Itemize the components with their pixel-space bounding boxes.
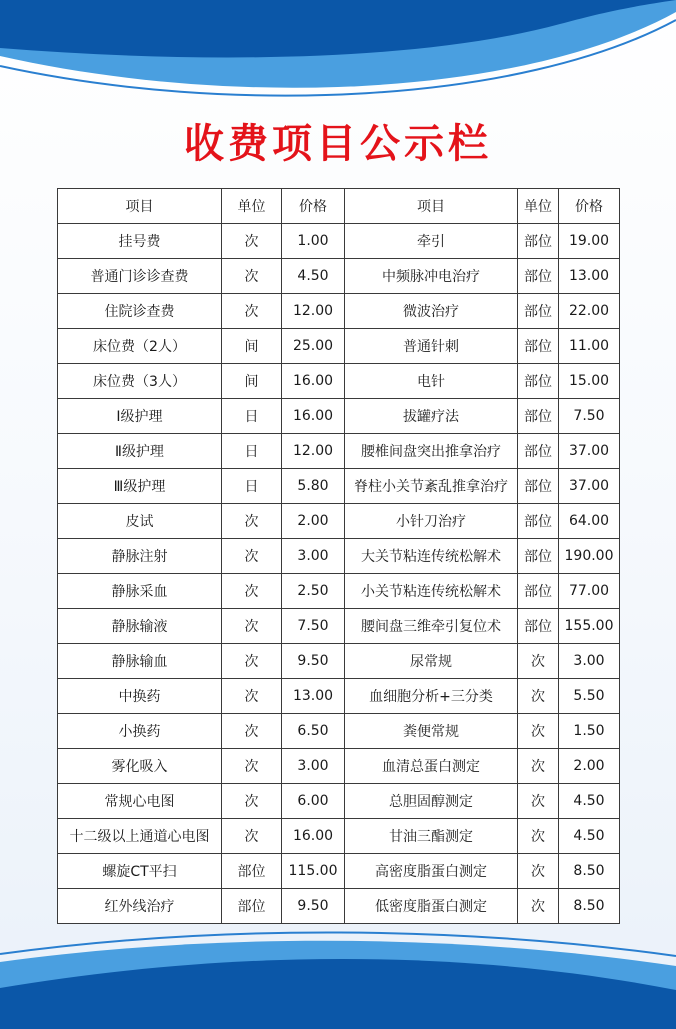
cell-unit: 次 xyxy=(518,854,559,889)
cell-price: 5.50 xyxy=(559,679,620,714)
cell-unit: 日 xyxy=(222,469,282,504)
cell-item: 普通针刺 xyxy=(345,329,518,364)
cell-price: 8.50 xyxy=(559,889,620,924)
cell-item: 床位费（2人） xyxy=(58,329,222,364)
cell-unit: 次 xyxy=(518,679,559,714)
cell-unit: 次 xyxy=(222,504,282,539)
cell-item: 血细胞分析+三分类 xyxy=(345,679,518,714)
cell-unit: 部位 xyxy=(518,434,559,469)
cell-price: 11.00 xyxy=(559,329,620,364)
page-title: 收费项目公示栏 xyxy=(184,121,492,167)
cell-item: 普通门诊诊查费 xyxy=(58,259,222,294)
table-row xyxy=(58,854,620,889)
cell-price: 7.50 xyxy=(559,399,620,434)
cell-unit: 次 xyxy=(222,259,282,294)
cell-price: 25.00 xyxy=(282,329,345,364)
cell-item: 腰椎间盘突出推拿治疗 xyxy=(345,434,518,469)
cell-price: 2.00 xyxy=(282,504,345,539)
table-header-row xyxy=(58,189,620,224)
cell-price: 3.00 xyxy=(282,539,345,574)
cell-unit: 次 xyxy=(518,714,559,749)
cell-price: 16.00 xyxy=(282,399,345,434)
cell-item: 十二级以上通道心电图 xyxy=(58,819,222,854)
table-row xyxy=(58,259,620,294)
cell-item: 腰间盘三维牵引复位术 xyxy=(345,609,518,644)
cell-unit: 次 xyxy=(222,574,282,609)
cell-price: 5.80 xyxy=(282,469,345,504)
cell-unit: 次 xyxy=(222,819,282,854)
header-item: 项目 xyxy=(58,189,222,224)
table-row xyxy=(58,819,620,854)
cell-price: 19.00 xyxy=(559,224,620,259)
cell-price: 37.00 xyxy=(559,434,620,469)
table-row xyxy=(58,749,620,784)
cell-item: 雾化吸入 xyxy=(58,749,222,784)
cell-price: 4.50 xyxy=(559,819,620,854)
cell-price: 4.50 xyxy=(559,784,620,819)
cell-item: 住院诊查费 xyxy=(58,294,222,329)
cell-price: 190.00 xyxy=(559,539,620,574)
cell-price: 12.00 xyxy=(282,294,345,329)
cell-unit: 次 xyxy=(222,294,282,329)
cell-item: 脊柱小关节紊乱推拿治疗 xyxy=(345,469,518,504)
cell-unit: 次 xyxy=(518,819,559,854)
cell-price: 3.00 xyxy=(559,644,620,679)
cell-price: 6.00 xyxy=(282,784,345,819)
cell-price: 13.00 xyxy=(282,679,345,714)
cell-item: 拔罐疗法 xyxy=(345,399,518,434)
cell-unit: 次 xyxy=(518,784,559,819)
cell-unit: 间 xyxy=(222,364,282,399)
table-row xyxy=(58,294,620,329)
cell-unit: 次 xyxy=(222,224,282,259)
cell-price: 16.00 xyxy=(282,364,345,399)
table-row xyxy=(58,224,620,259)
cell-price: 8.50 xyxy=(559,854,620,889)
header-unit: 单位 xyxy=(518,189,559,224)
cell-price: 9.50 xyxy=(282,889,345,924)
cell-price: 22.00 xyxy=(559,294,620,329)
cell-item: 小关节粘连传统松解术 xyxy=(345,574,518,609)
cell-unit: 部位 xyxy=(518,609,559,644)
cell-price: 2.00 xyxy=(559,749,620,784)
cell-price: 37.00 xyxy=(559,469,620,504)
cell-item: 中频脉冲电治疗 xyxy=(345,259,518,294)
table-row xyxy=(58,784,620,819)
cell-unit: 次 xyxy=(222,784,282,819)
cell-unit: 次 xyxy=(222,679,282,714)
cell-unit: 次 xyxy=(222,644,282,679)
cell-unit: 次 xyxy=(222,609,282,644)
cell-item: 常规心电图 xyxy=(58,784,222,819)
cell-price: 1.50 xyxy=(559,714,620,749)
cell-unit: 部位 xyxy=(518,539,559,574)
cell-price: 7.50 xyxy=(282,609,345,644)
cell-unit: 部位 xyxy=(518,469,559,504)
header-price: 价格 xyxy=(559,189,620,224)
cell-unit: 部位 xyxy=(518,294,559,329)
cell-item: 低密度脂蛋白测定 xyxy=(345,889,518,924)
cell-item: 电针 xyxy=(345,364,518,399)
cell-price: 9.50 xyxy=(282,644,345,679)
cell-unit: 次 xyxy=(518,644,559,679)
table-body xyxy=(58,224,620,924)
table-row xyxy=(58,609,620,644)
cell-unit: 部位 xyxy=(518,399,559,434)
cell-price: 1.00 xyxy=(282,224,345,259)
cell-price: 4.50 xyxy=(282,259,345,294)
cell-item: 静脉采血 xyxy=(58,574,222,609)
cell-unit: 次 xyxy=(222,714,282,749)
header-unit: 单位 xyxy=(222,189,282,224)
cell-unit: 部位 xyxy=(518,364,559,399)
cell-item: 血清总蛋白测定 xyxy=(345,749,518,784)
cell-item: 静脉注射 xyxy=(58,539,222,574)
cell-item: 小针刀治疗 xyxy=(345,504,518,539)
cell-item: 大关节粘连传统松解术 xyxy=(345,539,518,574)
cell-unit: 部位 xyxy=(518,259,559,294)
cell-price: 115.00 xyxy=(282,854,345,889)
table-row xyxy=(58,539,620,574)
cell-unit: 次 xyxy=(222,749,282,784)
cell-item: Ⅰ级护理 xyxy=(58,399,222,434)
cell-item: 螺旋CT平扫 xyxy=(58,854,222,889)
cell-item: 静脉输液 xyxy=(58,609,222,644)
table-row xyxy=(58,399,620,434)
cell-item: 皮试 xyxy=(58,504,222,539)
cell-unit: 次 xyxy=(518,889,559,924)
cell-item: 尿常规 xyxy=(345,644,518,679)
table-row xyxy=(58,714,620,749)
cell-unit: 部位 xyxy=(222,889,282,924)
table-row xyxy=(58,889,620,924)
cell-unit: 日 xyxy=(222,434,282,469)
table-row xyxy=(58,364,620,399)
table-row xyxy=(58,679,620,714)
cell-price: 77.00 xyxy=(559,574,620,609)
cell-unit: 次 xyxy=(222,539,282,574)
cell-item: 静脉输血 xyxy=(58,644,222,679)
cell-item: 中换药 xyxy=(58,679,222,714)
cell-price: 12.00 xyxy=(282,434,345,469)
table-row xyxy=(58,434,620,469)
cell-price: 2.50 xyxy=(282,574,345,609)
cell-item: 微波治疗 xyxy=(345,294,518,329)
cell-unit: 部位 xyxy=(518,504,559,539)
cell-unit: 部位 xyxy=(518,224,559,259)
cell-item: 牵引 xyxy=(345,224,518,259)
cell-item: Ⅱ级护理 xyxy=(58,434,222,469)
cell-price: 3.00 xyxy=(282,749,345,784)
table-row xyxy=(58,574,620,609)
cell-item: 粪便常规 xyxy=(345,714,518,749)
cell-unit: 次 xyxy=(518,749,559,784)
cell-unit: 日 xyxy=(222,399,282,434)
cell-item: 挂号费 xyxy=(58,224,222,259)
header-item: 项目 xyxy=(345,189,518,224)
table-row xyxy=(58,644,620,679)
fee-table xyxy=(57,188,620,924)
cell-item: 红外线治疗 xyxy=(58,889,222,924)
cell-item: 总胆固醇测定 xyxy=(345,784,518,819)
cell-item: 小换药 xyxy=(58,714,222,749)
cell-item: 甘油三酯测定 xyxy=(345,819,518,854)
cell-price: 13.00 xyxy=(559,259,620,294)
cell-item: 高密度脂蛋白测定 xyxy=(345,854,518,889)
cell-unit: 部位 xyxy=(518,574,559,609)
cell-price: 6.50 xyxy=(282,714,345,749)
cell-item: Ⅲ级护理 xyxy=(58,469,222,504)
cell-unit: 部位 xyxy=(518,329,559,364)
cell-price: 64.00 xyxy=(559,504,620,539)
cell-price: 155.00 xyxy=(559,609,620,644)
cell-item: 床位费（3人） xyxy=(58,364,222,399)
cell-unit: 间 xyxy=(222,329,282,364)
table-row xyxy=(58,329,620,364)
cell-price: 15.00 xyxy=(559,364,620,399)
cell-price: 16.00 xyxy=(282,819,345,854)
cell-unit: 部位 xyxy=(222,854,282,889)
table-row xyxy=(58,504,620,539)
header-price: 价格 xyxy=(282,189,345,224)
table-row xyxy=(58,469,620,504)
